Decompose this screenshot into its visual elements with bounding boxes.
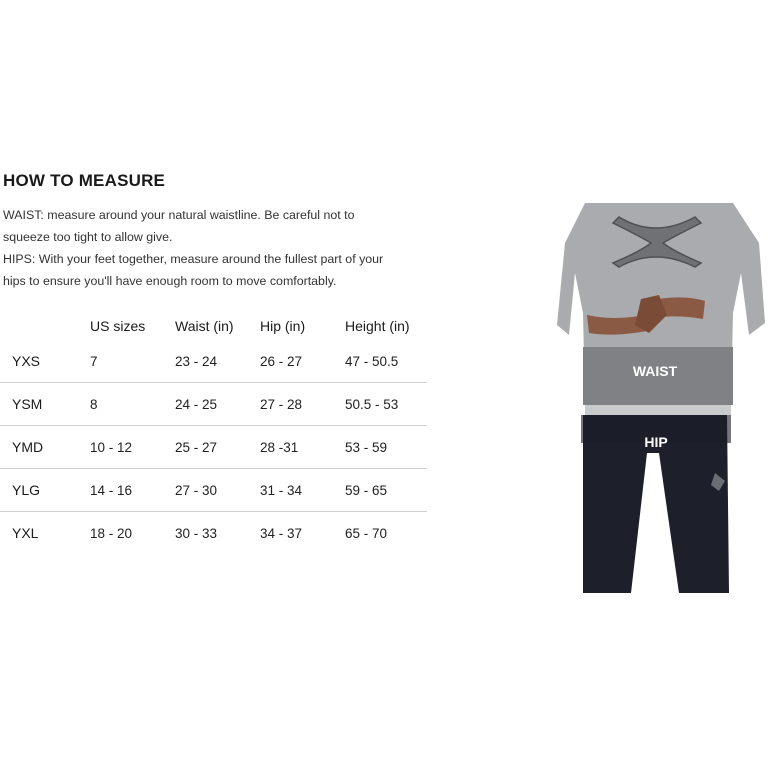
cell-hip: 34 - 37	[260, 525, 303, 541]
page-title: HOW TO MEASURE	[3, 171, 166, 190]
cell-height: 53 - 59	[345, 426, 427, 469]
cell-hip: 28 -31	[260, 426, 345, 469]
hips-instruction-line-2: hips to ensure you'll have enough room to move comfortably.	[3, 274, 337, 288]
size-chart-table	[0, 312, 427, 554]
header-waist: Waist (in)	[175, 318, 234, 334]
header-size	[0, 312, 90, 340]
cell-height: 50.5 - 53	[345, 383, 427, 426]
waist-label: WAIST	[632, 363, 678, 379]
cell-waist: 30 - 33	[175, 525, 218, 541]
table-row	[0, 426, 427, 469]
measure-instructions	[3, 204, 433, 292]
waist-instruction-line-2: squeeze too tight to allow give.	[3, 230, 173, 244]
table-row	[0, 512, 427, 555]
cell-us-size: 14 - 16	[90, 469, 175, 512]
cell-height: 47 - 50.5	[345, 340, 427, 383]
header-us-sizes: US sizes	[90, 318, 146, 334]
cell-us-size: 7	[90, 340, 175, 383]
hips-instruction-line-1: HIPS: With your feet together, measure around the fullest part of your	[3, 252, 384, 266]
cell-us-size: 18 - 20	[90, 525, 133, 541]
table-row	[0, 340, 427, 383]
model-figure	[555, 203, 767, 595]
cell-height: 65 - 70	[345, 525, 388, 541]
cell-height: 59 - 65	[345, 469, 427, 512]
cell-waist: 25 - 27	[175, 426, 260, 469]
cell-waist: 23 - 24	[175, 340, 260, 383]
table-header-row	[0, 312, 427, 340]
cell-us-size: 10 - 12	[90, 426, 175, 469]
hip-label: HIP	[644, 434, 668, 450]
cell-size: YXL	[12, 525, 39, 541]
waist-instruction-line-1: WAIST: measure around your natural waistline. Be careful not to	[3, 208, 355, 222]
cell-waist: 27 - 30	[175, 469, 260, 512]
cell-size: YLG	[0, 469, 90, 512]
table-row	[0, 469, 427, 512]
cell-size: YSM	[0, 383, 90, 426]
cell-hip: 27 - 28	[260, 383, 345, 426]
cell-waist: 24 - 25	[175, 383, 260, 426]
header-hip: Hip (in)	[260, 318, 306, 334]
cell-size: YMD	[0, 426, 90, 469]
cell-size: YXS	[0, 340, 90, 383]
cell-hip: 31 - 34	[260, 469, 345, 512]
header-height: Height (in)	[345, 318, 410, 334]
cell-hip: 26 - 27	[260, 340, 345, 383]
cell-us-size: 8	[90, 383, 175, 426]
table-row	[0, 383, 427, 426]
